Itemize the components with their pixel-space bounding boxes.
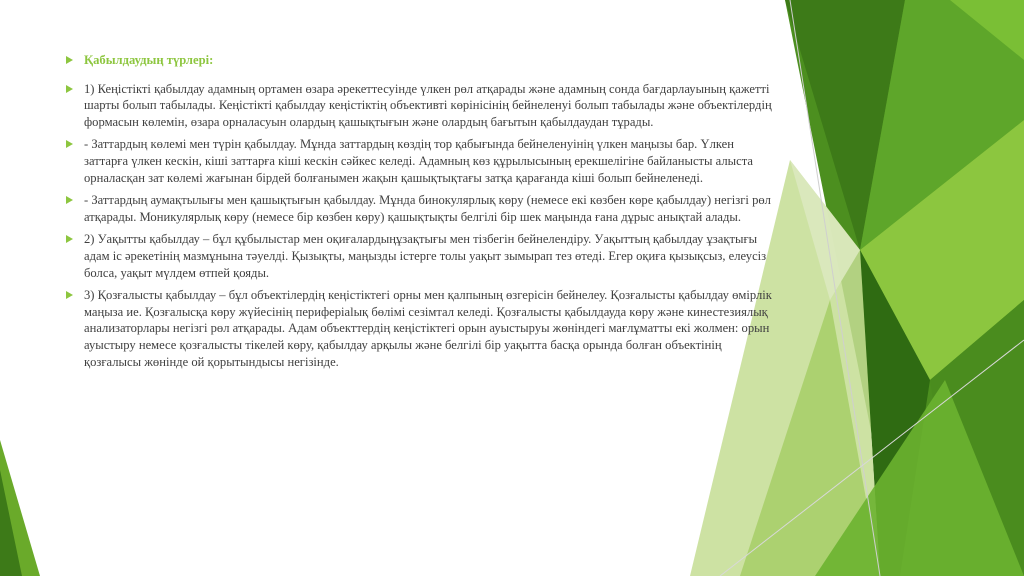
paragraph-text: 2) Уақытты қабылдау – бұл құбылыстар мен оқиғалардыңұзақтығы мен тізбегін бейнелендіру. Уақыттың қабылдау ұзақтығы адам іс әрекетінің мазмұнына тәуелді. Қызықты, маңызды істерге толы уақыт зымырап тез өтеді. Егер оқиға қызықсыз, елеусіз болса, уақыт мүлдем өтпей қояды. bbox=[84, 232, 767, 280]
paragraph-text: 1) Кеңістікті қабылдау адамның ортамен өзара әрекеттесуінде үлкен рөл атқарады және адамның сонда бағдарлауының қажетті шарты болып табылады. Кеңістікті қабылдау кеңістіктің объективті көрінісінің бейнеленуі болып табылады және объектілердің формасын көлемін, өзара орналасуын олардың қашықтығын және олардың бағытын қабылдаудан тұрады. bbox=[84, 81, 772, 129]
bullet-space-perception bbox=[60, 81, 775, 131]
paragraph-text: - Заттардың аумақтылығы мен қашықтығын қабылдау. Мұнда бинокулярлық көру (немесе екі көзбен көре қабылдау) негізгі рөл атқарады. Моникулярлық көру (немесе бір көзбен көру) қашықтықты белгілі бір шек маңында ғана дұрыс анықтай алады. bbox=[84, 193, 771, 224]
bullet-time-perception bbox=[60, 231, 775, 281]
triangle-bullet-icon bbox=[66, 196, 73, 204]
slide-content bbox=[60, 52, 775, 376]
triangle-bullet-icon bbox=[66, 235, 73, 243]
paragraph-text: - Заттардың көлемі мен түрін қабылдау. Мұнда заттардың көздің тор қабығында бейнеленуінің үлкен маңызы бар. Үлкен заттарға үлкен кескін, кіші заттарға кіші кескін сәйкес келеді. Адамның көз құрылысының ерекшелігіне байланысты алыста орналасқан зат көлемі жағынан бірдей болғанымен жақын қашықтықтағы затқа қарағанда кіші болып бейнеленеді. bbox=[84, 137, 753, 185]
bullet-depth-distance bbox=[60, 192, 775, 225]
paragraph-text: 3) Қозғалысты қабылдау – бұл объектілердің кеңістіктегі орны мен қалпының өзгерісін бейнелеу. Қозғалысты қабылдау өмірлік маңыза ие. Қозғалысқа көру жүйесінің периферialық бөлімі сезімтал келеді. Қозғалысты қабылдауда көру және кинестезиялық анализаторлары негізгі рөл атқарады. Адам объекттердің кеңістіктегі орын ауыстыруы жөніндегі мағлұматты екі жолмен: орын ауыстыру немесе қозғалысты тікелей көру, қабылдау арқылы және белгілі бір уақытта басқа орында болған объектінің қозғалысы жөнінде ой қорытындысы негізінде. bbox=[84, 288, 772, 369]
bullet-motion-perception bbox=[60, 287, 775, 370]
triangle-bullet-icon bbox=[66, 291, 73, 299]
triangle-bullet-icon bbox=[66, 140, 73, 148]
heading-item bbox=[60, 52, 775, 69]
slide-heading: Қабылдаудың түрлері: bbox=[84, 53, 214, 67]
triangle-bullet-icon bbox=[66, 85, 73, 93]
triangle-bullet-icon bbox=[66, 56, 73, 64]
bullet-size-shape bbox=[60, 136, 775, 186]
